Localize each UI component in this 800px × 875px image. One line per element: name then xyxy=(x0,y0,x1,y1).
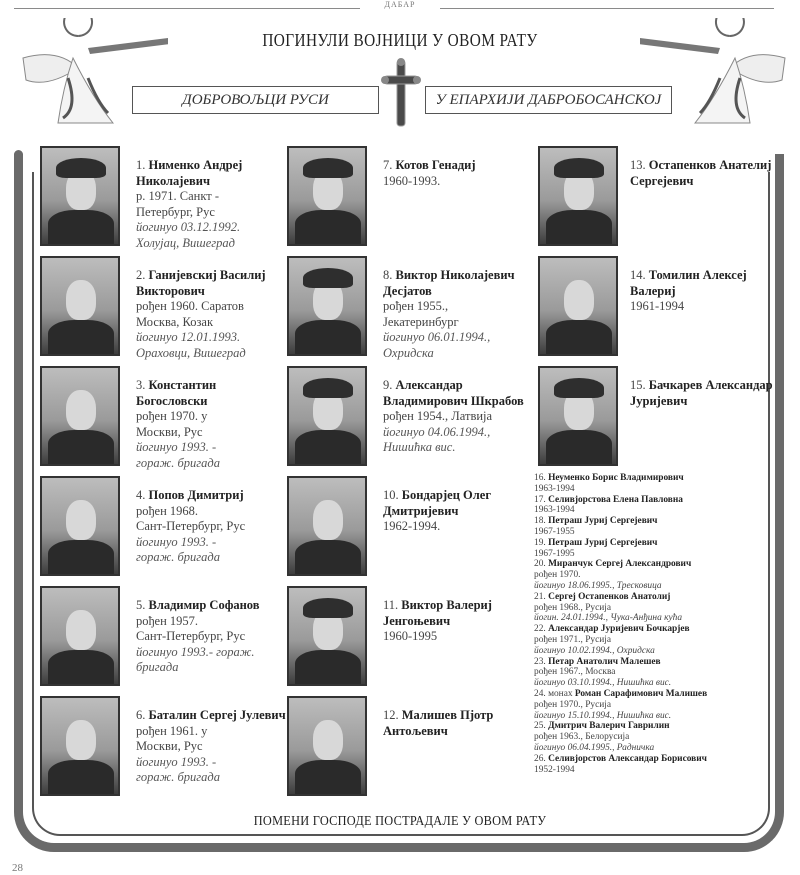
list-number: 18. xyxy=(534,516,549,527)
soldier-photo xyxy=(538,146,618,246)
soldier-photo xyxy=(287,476,367,576)
list-item-name xyxy=(534,516,774,527)
list-item-detail: рођен 1968., Русија xyxy=(534,602,612,613)
soldier-photo xyxy=(40,696,120,796)
soldier-photo xyxy=(40,476,120,576)
photo-figure-head xyxy=(313,720,343,760)
entry-detail: Сант-Петербург, Рус xyxy=(136,629,246,643)
list-italic: йогинуо 03.10.1994., Нишићка вис. xyxy=(534,678,672,689)
list-number: 21. xyxy=(534,591,549,602)
entry-death-detail: Нишићка вис. xyxy=(383,440,456,454)
orthodox-cross-icon xyxy=(381,58,421,128)
entry-name: Нименко Андреј Николајевич xyxy=(136,158,243,188)
list-name: Селивјорстов Александар Борисович xyxy=(548,753,707,764)
photo-figure-head xyxy=(66,610,96,650)
entry-death-detail: йогинуо 06.01.1994., xyxy=(383,330,491,344)
entry-detail: рођен 1957. xyxy=(136,613,199,628)
entry-death-detail: йогинуо 03.12.1992. xyxy=(136,220,241,234)
entry-detail: рођен 1955., xyxy=(383,299,449,313)
photo-figure-body xyxy=(295,540,361,574)
list-name: Роман Сарафимович Малишев xyxy=(574,688,708,699)
list-name: Миранчук Сергеј Александрович xyxy=(548,559,692,570)
list-number: 23. xyxy=(534,656,549,667)
list-item-name xyxy=(534,657,774,668)
list-number: 20. xyxy=(534,559,549,570)
entry-number: 6. xyxy=(136,708,149,722)
entry-detail: рођен 1970. у xyxy=(136,409,208,423)
subtitle-left: ДОБРОВОЉЦИ РУСИ xyxy=(132,86,379,114)
soldier-photo xyxy=(287,696,367,796)
entry-detail: рођен 1961. у xyxy=(136,723,208,738)
list-item-name xyxy=(534,592,774,603)
entry-name: Попов Димитриј xyxy=(148,488,244,502)
entry-name: Котов Генадиј xyxy=(395,158,476,172)
entry-detail: рођен 1954., Латвија xyxy=(383,409,493,423)
photo-figure-cap xyxy=(56,158,106,178)
list-name: Александар Јуријевич Бочкарјев xyxy=(548,624,690,635)
running-head: ДАБАР xyxy=(360,0,440,9)
photo-figure-body xyxy=(295,760,361,794)
entry-number: 9. xyxy=(383,378,396,392)
list-item-detail: рођен 1971., Русија xyxy=(534,634,612,645)
soldier-photo xyxy=(287,146,367,246)
photo-figure-body xyxy=(295,650,361,684)
list-item-name xyxy=(534,689,774,700)
entry-death-detail: Охридска xyxy=(383,345,434,360)
photo-figure-cap xyxy=(554,158,604,178)
list-item-name xyxy=(534,473,774,484)
soldier-entry xyxy=(383,488,533,535)
list-item-detail: 1967-1955 xyxy=(534,526,575,537)
list-number: 26. xyxy=(534,753,549,764)
photo-figure-body xyxy=(48,540,114,574)
photo-figure-body xyxy=(295,430,361,464)
soldier-photo xyxy=(40,586,120,686)
entry-detail: Москви, Рус xyxy=(136,739,203,753)
entry-death-detail: гораж. бригада xyxy=(136,550,220,564)
photo-figure-head xyxy=(66,720,96,760)
list-item-death-detail xyxy=(534,613,774,624)
list-item-detail: 1967-1995 xyxy=(534,548,575,559)
entry-name: Виктор Валериј Јенгоњевич xyxy=(383,598,492,628)
entry-detail: Сант-Петербург, Рус xyxy=(136,519,246,533)
soldier-entry xyxy=(630,158,778,189)
subtitle-right: У ЕПАРХИЈИ ДАБРОБОСАНСКОЈ xyxy=(425,86,672,114)
entry-number: 14. xyxy=(630,268,649,282)
soldier-entry xyxy=(136,488,286,566)
photo-figure-body xyxy=(546,210,612,244)
entry-number: 10. xyxy=(383,488,402,502)
list-item-detail: 1952-1994 xyxy=(534,764,575,775)
list-item-name xyxy=(534,721,774,732)
footer-prayer: ПОМЕНИ ГОСПОДЕ ПОСТРАДАЛЕ У ОВОМ РАТУ xyxy=(253,814,547,829)
soldier-photo xyxy=(287,366,367,466)
soldier-entry xyxy=(383,598,533,645)
soldier-entry xyxy=(630,378,778,409)
list-name: Петар Анатолич Малешев xyxy=(548,656,661,667)
entry-name: Владимир Софанов xyxy=(148,598,260,612)
entry-death-detail: бригада xyxy=(136,660,179,674)
photo-figure-cap xyxy=(303,268,353,288)
photo-figure-body xyxy=(48,320,114,354)
entry-name: Бондарјец Олег Дмитријевич xyxy=(383,488,491,518)
entry-name: Ганијевскиј Василиј Викторович xyxy=(136,268,266,298)
entry-death-detail: гораж. бригада xyxy=(136,455,220,470)
photo-figure-body xyxy=(546,320,612,354)
entry-detail: рођен 1960. Саратов xyxy=(136,299,244,313)
entry-death-detail: йогинуо 1993. - xyxy=(136,754,217,769)
list-item-death-detail xyxy=(534,743,774,754)
photo-figure-body xyxy=(295,320,361,354)
photo-figure-head xyxy=(66,280,96,320)
photo-figure-body xyxy=(48,430,114,464)
entry-number: 13. xyxy=(630,158,649,172)
entry-name: Баталин Сергеј Јулевич xyxy=(148,708,286,722)
list-name: Сергеј Остапенков Анатолиј xyxy=(548,591,671,602)
photo-figure-cap xyxy=(303,598,353,618)
entry-death-detail: йогинуо 04.06.1994., xyxy=(383,424,491,439)
entry-detail: 1960-1993. xyxy=(383,173,441,188)
list-item-detail: 1963-1994 xyxy=(534,505,575,516)
entry-name: Бачкарев Александар Јуријевич xyxy=(630,378,773,408)
soldier-entry xyxy=(136,158,286,251)
list-number: 16. xyxy=(534,473,549,483)
list-item-detail: 1963-1994 xyxy=(534,483,575,494)
soldier-photo xyxy=(287,586,367,686)
list-name: Неуменко Борис Владимирович xyxy=(548,473,684,483)
entry-detail: 1962-1994. xyxy=(383,519,441,533)
photo-figure-body xyxy=(48,760,114,794)
list-item-death-detail xyxy=(534,646,774,657)
entry-number: 8. xyxy=(383,268,396,282)
list-item-death-detail xyxy=(534,711,774,722)
entry-number: 5. xyxy=(136,598,149,612)
soldier-entry xyxy=(136,708,286,786)
entry-death-detail: Ораховци, Вишеград xyxy=(136,345,246,360)
entry-number: 15. xyxy=(630,378,649,392)
entry-death-detail: йогинуо 12.01.1993. xyxy=(136,330,241,344)
entry-death-detail: йогинуо 1993.- гораж. xyxy=(136,644,255,659)
entry-number: 7. xyxy=(383,158,396,172)
entry-name: Малишев Пјотр Антољевич xyxy=(383,708,494,738)
list-item-detail: рођен 1967., Москва xyxy=(534,667,616,678)
list-italic: йогинуо 15.10.1994., Нишићка вис. xyxy=(534,710,672,721)
list-item-name xyxy=(534,495,774,506)
additional-names-list xyxy=(534,473,774,775)
entry-death-detail: Холујац, Вишеград xyxy=(136,235,235,250)
soldier-entry xyxy=(136,268,286,361)
entry-detail: 1960-1995 xyxy=(383,629,438,643)
entry-name: Томилин Алексеј Валериј xyxy=(630,268,747,298)
soldier-entry xyxy=(136,378,286,471)
soldier-entry xyxy=(383,378,533,456)
entry-detail: Москви, Рус xyxy=(136,424,203,439)
list-name: Дмитрич Валерич Гаврилин xyxy=(548,721,670,732)
entry-name: Константин Богословски xyxy=(136,378,217,408)
entry-detail: Јекатеринбург xyxy=(383,314,459,329)
entry-detail: Москва, Козак xyxy=(136,314,214,329)
soldier-photo xyxy=(538,366,618,466)
photo-figure-head xyxy=(564,280,594,320)
entry-detail: р. 1971. Санкт - xyxy=(136,189,219,203)
soldier-entry xyxy=(630,268,778,315)
entry-death-detail: йогинуо 1993. - xyxy=(136,440,217,454)
photo-figure-body xyxy=(48,210,114,244)
photo-figure-cap xyxy=(554,378,604,398)
list-item-detail: рођен 1963., Белорусија xyxy=(534,732,630,743)
page-number: 28 xyxy=(12,862,23,874)
list-italic: йогинуо 06.04.1995., Радничка xyxy=(534,742,655,753)
list-item-death-detail xyxy=(534,678,774,689)
soldier-entry xyxy=(383,708,533,739)
soldier-photo xyxy=(40,256,120,356)
entry-number: 12. xyxy=(383,708,402,722)
entry-number: 3. xyxy=(136,378,149,392)
photo-figure-head xyxy=(313,500,343,540)
photo-figure-cap xyxy=(303,378,353,398)
list-italic: йогинуо 10.02.1994., Охридска xyxy=(534,645,655,656)
soldier-photo xyxy=(40,366,120,466)
list-number: 17. xyxy=(534,494,549,505)
entry-number: 1. xyxy=(136,158,149,172)
entry-number: 2. xyxy=(136,268,149,282)
photo-figure-body xyxy=(48,650,114,684)
list-item-detail: рођен 1970. xyxy=(534,570,581,581)
list-name: Селивјорстова Елена Павловна xyxy=(548,494,683,505)
list-item-detail: рођен 1970., Русија xyxy=(534,699,612,710)
list-number: 19. xyxy=(534,537,549,548)
photo-figure-head xyxy=(66,500,96,540)
photo-figure-body xyxy=(295,210,361,244)
photo-figure-cap xyxy=(303,158,353,178)
list-number: 22. xyxy=(534,624,549,635)
entry-death-detail: йогинуо 1993. - xyxy=(136,534,217,549)
photo-figure-head xyxy=(66,390,96,430)
page-title: ПОГИНУЛИ ВОЈНИЦИ У ОВОМ РАТУ xyxy=(262,30,538,50)
list-item-name xyxy=(534,754,774,765)
entry-name: Виктор Николајевич Десјатов xyxy=(383,268,515,298)
photo-figure-body xyxy=(546,430,612,464)
entry-detail: Петербург, Рус xyxy=(136,204,215,219)
list-item-name xyxy=(534,559,774,570)
soldier-photo xyxy=(40,146,120,246)
entry-name: Остапенков Анателиј Сергејевич xyxy=(630,158,772,188)
soldier-entry xyxy=(383,268,533,361)
soldier-entry xyxy=(383,158,533,189)
entry-detail: рођен 1968. xyxy=(136,503,199,518)
list-item-name xyxy=(534,624,774,635)
entry-name: Александар Владимирович Шкрабов xyxy=(383,378,524,408)
entry-death-detail: гораж. бригада xyxy=(136,770,220,784)
entry-number: 4. xyxy=(136,488,149,502)
soldier-entry xyxy=(136,598,286,676)
list-italic: йогин. 24.01.1994., Чука-Анђина кућа xyxy=(534,613,683,624)
soldier-photo xyxy=(287,256,367,356)
list-number: 24. xyxy=(534,688,549,699)
soldier-photo xyxy=(538,256,618,356)
list-name: Петраш Јуриј Сергејевич xyxy=(548,537,658,548)
list-name: Петраш Јуриј Сергејевич xyxy=(548,516,658,527)
list-number: 25. xyxy=(534,721,549,732)
list-item-name xyxy=(534,538,774,549)
list-prefix: монах xyxy=(548,688,575,699)
entry-detail: 1961-1994 xyxy=(630,299,685,313)
list-italic: йогинуо 18.06.1995., Тресковица xyxy=(534,580,662,591)
list-item-death-detail xyxy=(534,581,774,592)
entry-number: 11. xyxy=(383,598,402,612)
